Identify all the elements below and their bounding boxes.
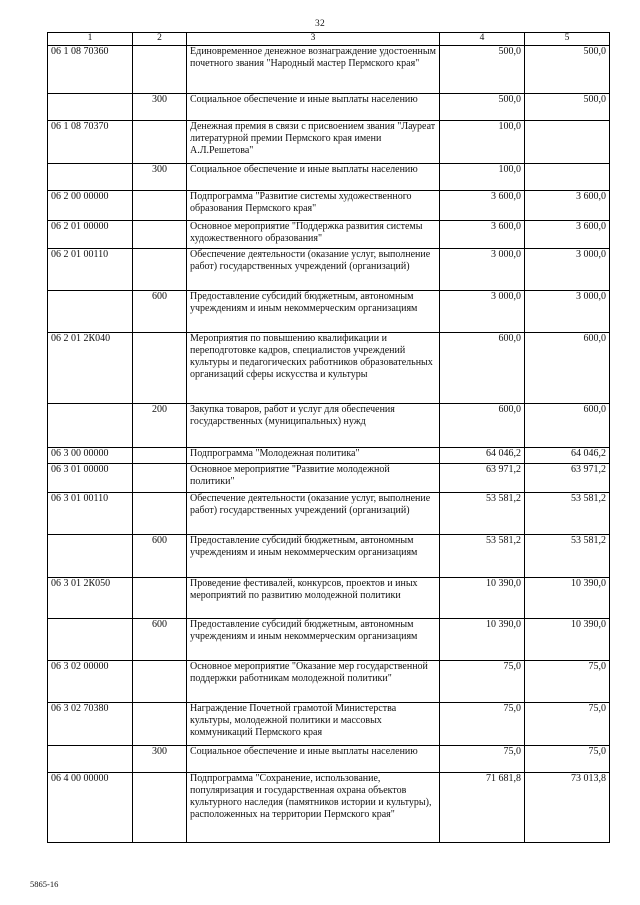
- row-amount-col5: 53 581,2: [525, 535, 610, 578]
- table-row: [48, 404, 610, 448]
- row-amount-col5: 500,0: [525, 94, 610, 121]
- table-row: [48, 448, 610, 464]
- row-amount-col4: 75,0: [440, 703, 525, 746]
- row-expense-type: [133, 221, 187, 249]
- row-name: Социальное обеспечение и иные выплаты населению: [187, 746, 440, 773]
- row-amount-col5: 3 600,0: [525, 191, 610, 221]
- row-expense-type: 600: [133, 535, 187, 578]
- column-header: 4: [440, 33, 525, 46]
- column-header: 3: [187, 33, 440, 46]
- table-row: [48, 661, 610, 703]
- row-amount-col5: 600,0: [525, 404, 610, 448]
- row-expense-type: 600: [133, 619, 187, 661]
- table-row: [48, 578, 610, 619]
- row-amount-col5: 3 000,0: [525, 291, 610, 333]
- row-expense-type: 300: [133, 164, 187, 191]
- row-expense-type: [133, 493, 187, 535]
- row-expense-type: 300: [133, 746, 187, 773]
- table-row: [48, 493, 610, 535]
- row-code: [48, 164, 133, 191]
- row-code: [48, 94, 133, 121]
- row-code: [48, 535, 133, 578]
- row-amount-col5: 75,0: [525, 746, 610, 773]
- row-code: [48, 746, 133, 773]
- row-amount-col4: 100,0: [440, 164, 525, 191]
- row-amount-col5: 75,0: [525, 661, 610, 703]
- row-name: Денежная премия в связи с присвоением звания "Лауреат литературной премии Пермского края имени А.Л.Решетова": [187, 121, 440, 164]
- table-row: [48, 249, 610, 291]
- table-row: [48, 291, 610, 333]
- row-name: Проведение фестивалей, конкурсов, проектов и иных мероприятий по развитию молодежной политики: [187, 578, 440, 619]
- row-name: Мероприятия по повышению квалификации и переподготовке кадров, специалистов учреждений культуры и педагогических работников образовательных организаций сферы искусства и культуры: [187, 333, 440, 404]
- table-body: [48, 46, 610, 843]
- row-expense-type: 300: [133, 94, 187, 121]
- column-header: 2: [133, 33, 187, 46]
- row-amount-col4: 63 971,2: [440, 464, 525, 493]
- row-name: Основное мероприятие "Развитие молодежной политики": [187, 464, 440, 493]
- row-code: 06 1 08 70370: [48, 121, 133, 164]
- table-row: [48, 94, 610, 121]
- row-amount-col4: 53 581,2: [440, 535, 525, 578]
- row-amount-col5: 53 581,2: [525, 493, 610, 535]
- budget-table: [47, 32, 610, 843]
- row-code: 06 4 00 00000: [48, 773, 133, 843]
- row-code: [48, 291, 133, 333]
- row-amount-col4: 500,0: [440, 46, 525, 94]
- row-amount-col4: 75,0: [440, 746, 525, 773]
- row-name: Единовременное денежное вознаграждение удостоенным почетного звания "Народный мастер Пермского края": [187, 46, 440, 94]
- row-expense-type: [133, 249, 187, 291]
- column-header: 5: [525, 33, 610, 46]
- table-row: [48, 46, 610, 94]
- row-code: 06 2 01 00110: [48, 249, 133, 291]
- row-expense-type: [133, 448, 187, 464]
- row-amount-col4: 600,0: [440, 333, 525, 404]
- row-name: Подпрограмма "Молодежная политика": [187, 448, 440, 464]
- row-code: 06 3 00 00000: [48, 448, 133, 464]
- row-amount-col4: 100,0: [440, 121, 525, 164]
- row-amount-col5: 3 600,0: [525, 221, 610, 249]
- row-amount-col4: 500,0: [440, 94, 525, 121]
- row-name: Основное мероприятие "Поддержка развития системы художественного образования": [187, 221, 440, 249]
- row-name: Подпрограмма "Сохранение, использование, популяризация и государственная охрана объектов культурного наследия (памятников истории и культуры), расположенных на территории Пермского края": [187, 773, 440, 843]
- table-header: [48, 33, 610, 46]
- row-expense-type: [133, 773, 187, 843]
- row-code: 06 3 02 70380: [48, 703, 133, 746]
- row-amount-col4: 64 046,2: [440, 448, 525, 464]
- row-amount-col5: 500,0: [525, 46, 610, 94]
- row-code: [48, 619, 133, 661]
- row-expense-type: [133, 191, 187, 221]
- row-code: 06 2 01 00000: [48, 221, 133, 249]
- row-expense-type: [133, 46, 187, 94]
- row-amount-col4: 3 000,0: [440, 291, 525, 333]
- row-name: Социальное обеспечение и иные выплаты населению: [187, 164, 440, 191]
- table-row: [48, 773, 610, 843]
- row-code: [48, 404, 133, 448]
- row-code: 06 2 01 2К040: [48, 333, 133, 404]
- row-amount-col5: 3 000,0: [525, 249, 610, 291]
- row-expense-type: [133, 578, 187, 619]
- row-amount-col4: 10 390,0: [440, 578, 525, 619]
- row-amount-col4: 71 681,8: [440, 773, 525, 843]
- row-amount-col5: 73 013,8: [525, 773, 610, 843]
- row-expense-type: [133, 661, 187, 703]
- row-name: Обеспечение деятельности (оказание услуг, выполнение работ) государственных учреждений (организаций): [187, 249, 440, 291]
- table-row: [48, 746, 610, 773]
- row-name: Подпрограмма "Развитие системы художественного образования Пермского края": [187, 191, 440, 221]
- row-name: Предоставление субсидий бюджетным, автономным учреждениям и иным некоммерческим организациям: [187, 535, 440, 578]
- row-expense-type: [133, 121, 187, 164]
- row-amount-col5: 10 390,0: [525, 619, 610, 661]
- row-amount-col5: 63 971,2: [525, 464, 610, 493]
- row-name: Награждение Почетной грамотой Министерства культуры, молодежной политики и массовых коммуникаций Пермского края: [187, 703, 440, 746]
- row-code: 06 3 01 2К050: [48, 578, 133, 619]
- page-number: 32: [314, 19, 326, 29]
- table-row: [48, 703, 610, 746]
- row-name: Закупка товаров, работ и услуг для обеспечения государственных (муниципальных) нужд: [187, 404, 440, 448]
- row-amount-col4: 3 600,0: [440, 221, 525, 249]
- row-code: 06 3 01 00000: [48, 464, 133, 493]
- table-row: [48, 333, 610, 404]
- row-name: Основное мероприятие "Оказание мер государственной поддержки работникам молодежной политики": [187, 661, 440, 703]
- row-amount-col5: 600,0: [525, 333, 610, 404]
- table-row: [48, 535, 610, 578]
- column-header: 1: [48, 33, 133, 46]
- row-amount-col5: 75,0: [525, 703, 610, 746]
- row-expense-type: 200: [133, 404, 187, 448]
- row-name: Предоставление субсидий бюджетным, автономным учреждениям и иным некоммерческим организациям: [187, 291, 440, 333]
- document-footer-code: 5865-16: [30, 879, 59, 889]
- row-expense-type: 600: [133, 291, 187, 333]
- row-expense-type: [133, 703, 187, 746]
- table-row: [48, 191, 610, 221]
- row-expense-type: [133, 464, 187, 493]
- row-amount-col5: [525, 164, 610, 191]
- row-name: Обеспечение деятельности (оказание услуг, выполнение работ) государственных учреждений (организаций): [187, 493, 440, 535]
- row-code: 06 1 08 70360: [48, 46, 133, 94]
- table-row: [48, 164, 610, 191]
- row-amount-col4: 53 581,2: [440, 493, 525, 535]
- row-amount-col5: 10 390,0: [525, 578, 610, 619]
- row-amount-col4: 3 600,0: [440, 191, 525, 221]
- row-amount-col5: 64 046,2: [525, 448, 610, 464]
- row-amount-col4: 75,0: [440, 661, 525, 703]
- table-row: [48, 464, 610, 493]
- row-amount-col4: 10 390,0: [440, 619, 525, 661]
- row-code: 06 3 02 00000: [48, 661, 133, 703]
- row-name: Предоставление субсидий бюджетным, автономным учреждениям и иным некоммерческим организациям: [187, 619, 440, 661]
- row-amount-col4: 3 000,0: [440, 249, 525, 291]
- row-amount-col5: [525, 121, 610, 164]
- row-code: 06 3 01 00110: [48, 493, 133, 535]
- row-expense-type: [133, 333, 187, 404]
- row-code: 06 2 00 00000: [48, 191, 133, 221]
- row-amount-col4: 600,0: [440, 404, 525, 448]
- table-row: [48, 619, 610, 661]
- table-row: [48, 221, 610, 249]
- row-name: Социальное обеспечение и иные выплаты населению: [187, 94, 440, 121]
- table-row: [48, 121, 610, 164]
